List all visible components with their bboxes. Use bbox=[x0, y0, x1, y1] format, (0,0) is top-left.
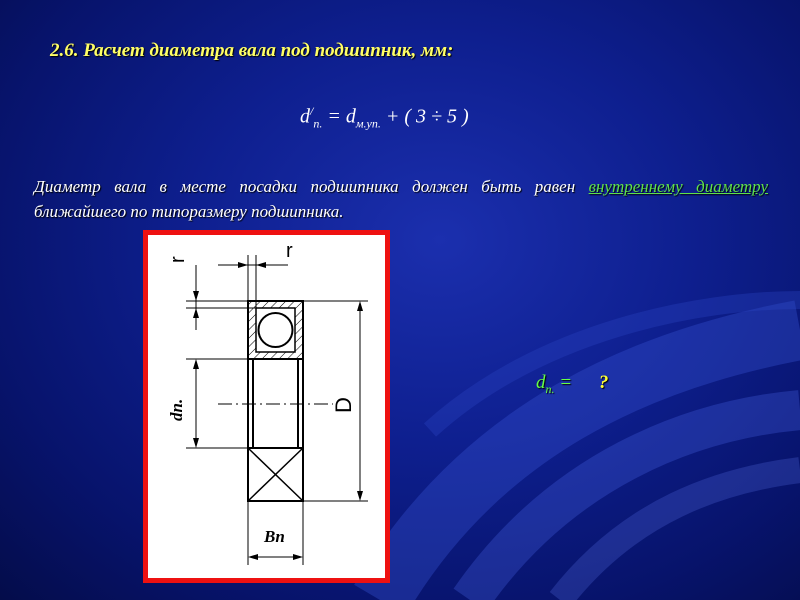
formula-shaft-diameter bbox=[300, 104, 469, 132]
bearing-drawing bbox=[148, 235, 385, 578]
formula-lhs-prime: / bbox=[310, 104, 314, 118]
bearing-drawing-frame bbox=[143, 230, 390, 583]
formula-lhs-symbol: d bbox=[300, 105, 310, 128]
label-r-left: r bbox=[167, 256, 189, 263]
formula-rhs-symbol: d bbox=[345, 105, 356, 128]
paragraph-text-after: ближайшего по типоразмеру подшипника. bbox=[34, 202, 344, 221]
formula-rhs-tail: + ( 3 ÷ 5 ) bbox=[385, 105, 469, 128]
formula-lhs-sub: п. bbox=[313, 116, 323, 131]
result-symbol: d bbox=[536, 372, 546, 393]
label-d-inner: dп. bbox=[167, 398, 186, 421]
label-b: Bп bbox=[264, 527, 285, 546]
formula-rhs-sub: м.уп. bbox=[355, 116, 381, 131]
explanation-paragraph bbox=[34, 174, 768, 224]
result-formula bbox=[536, 372, 608, 397]
label-r-top: r bbox=[286, 240, 293, 262]
paragraph-highlight: внутреннему диаметру bbox=[588, 177, 768, 196]
formula-equals: = bbox=[327, 105, 341, 128]
ball-icon bbox=[259, 313, 293, 347]
result-value: ? bbox=[598, 372, 609, 393]
result-equals: = bbox=[559, 372, 573, 393]
section-heading: 2.6. Расчет диаметра вала под подшипник, мм: bbox=[50, 40, 454, 61]
result-sub: п. bbox=[545, 381, 555, 396]
label-d-outer: D bbox=[331, 397, 356, 413]
paragraph-text-before: Диаметр вала в месте посадки подшипника должен быть равен bbox=[34, 177, 589, 196]
